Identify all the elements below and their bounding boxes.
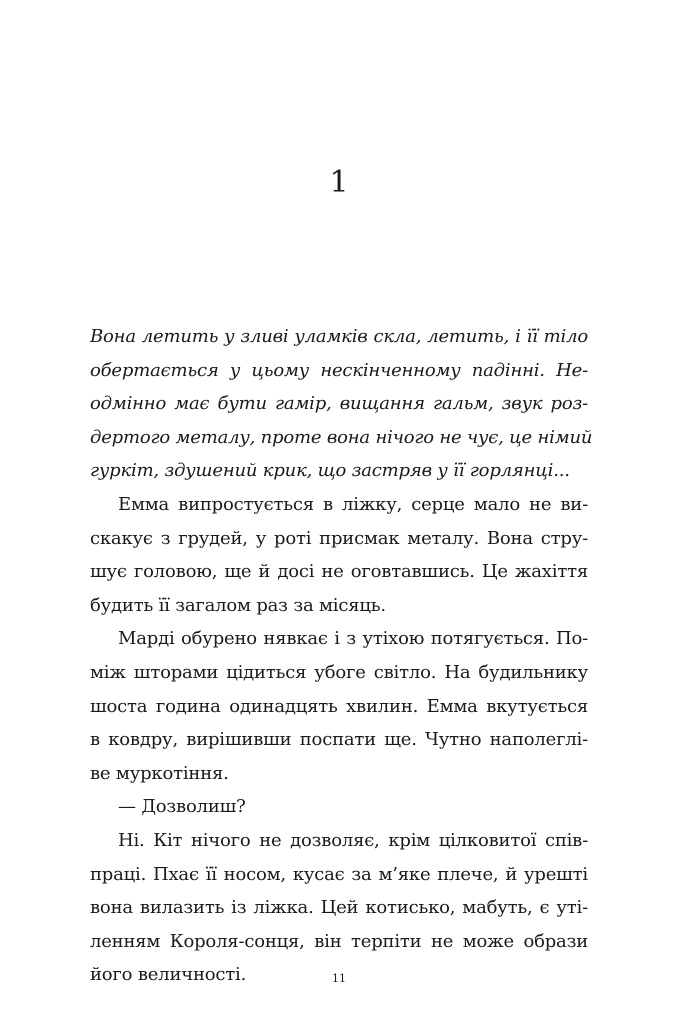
text-line: скакує з грудей, у роті присмак металу. Вона стру- [90, 527, 588, 549]
text-line: Емма випростується в ліжку, серце мало не ви- [118, 493, 588, 515]
text-line: ве муркотіння. [90, 762, 229, 784]
text-line: обертається у цьому нескінченному падінні. Не- [90, 359, 588, 381]
body-text [90, 320, 593, 992]
text-line: одмінно має бути гамір, вищання гальм, звук роз- [90, 393, 588, 415]
page-number: 11 [332, 972, 346, 985]
text-line: дертого металу, проте вона нічого не чує, це німий [90, 426, 593, 448]
text-line: в ковдру, вирішивши поспати ще. Чутно наполеглі- [90, 729, 588, 751]
chapter-number: 1 [329, 165, 349, 200]
text-line: будить її загалом раз за місяць. [90, 594, 386, 616]
text-line: Ні. Кіт нічого не дозволяє, крім цілковитої спів- [118, 829, 588, 851]
text-line: праці. Пхає її носом, кусає за м’яке плече, й урешті [90, 863, 588, 885]
text-line: між шторами цідиться убоге світло. На будильнику [90, 661, 588, 683]
text-line: ленням Короля-сонця, він терпіти не може образи [90, 930, 588, 952]
text-line: гуркіт, здушений крик, що застряв у її горлянці... [90, 460, 570, 482]
text-line: — Дозволиш? [118, 796, 246, 818]
text-line: Вона летить у зливі уламків скла, летить, і її тіло [90, 326, 588, 347]
text-line: шує головою, ще й досі не оговтавшись. Це жахіття [90, 561, 588, 583]
text-line: вона вилазить із ліжка. Цей котисько, мабуть, є уті- [90, 897, 588, 919]
text-line: шоста година одинадцять хвилин. Емма вкутується [90, 695, 588, 717]
text-line: його величності. [90, 964, 247, 986]
text-line: Марді обурено нявкає і з утіхою потягується. По- [118, 628, 588, 650]
